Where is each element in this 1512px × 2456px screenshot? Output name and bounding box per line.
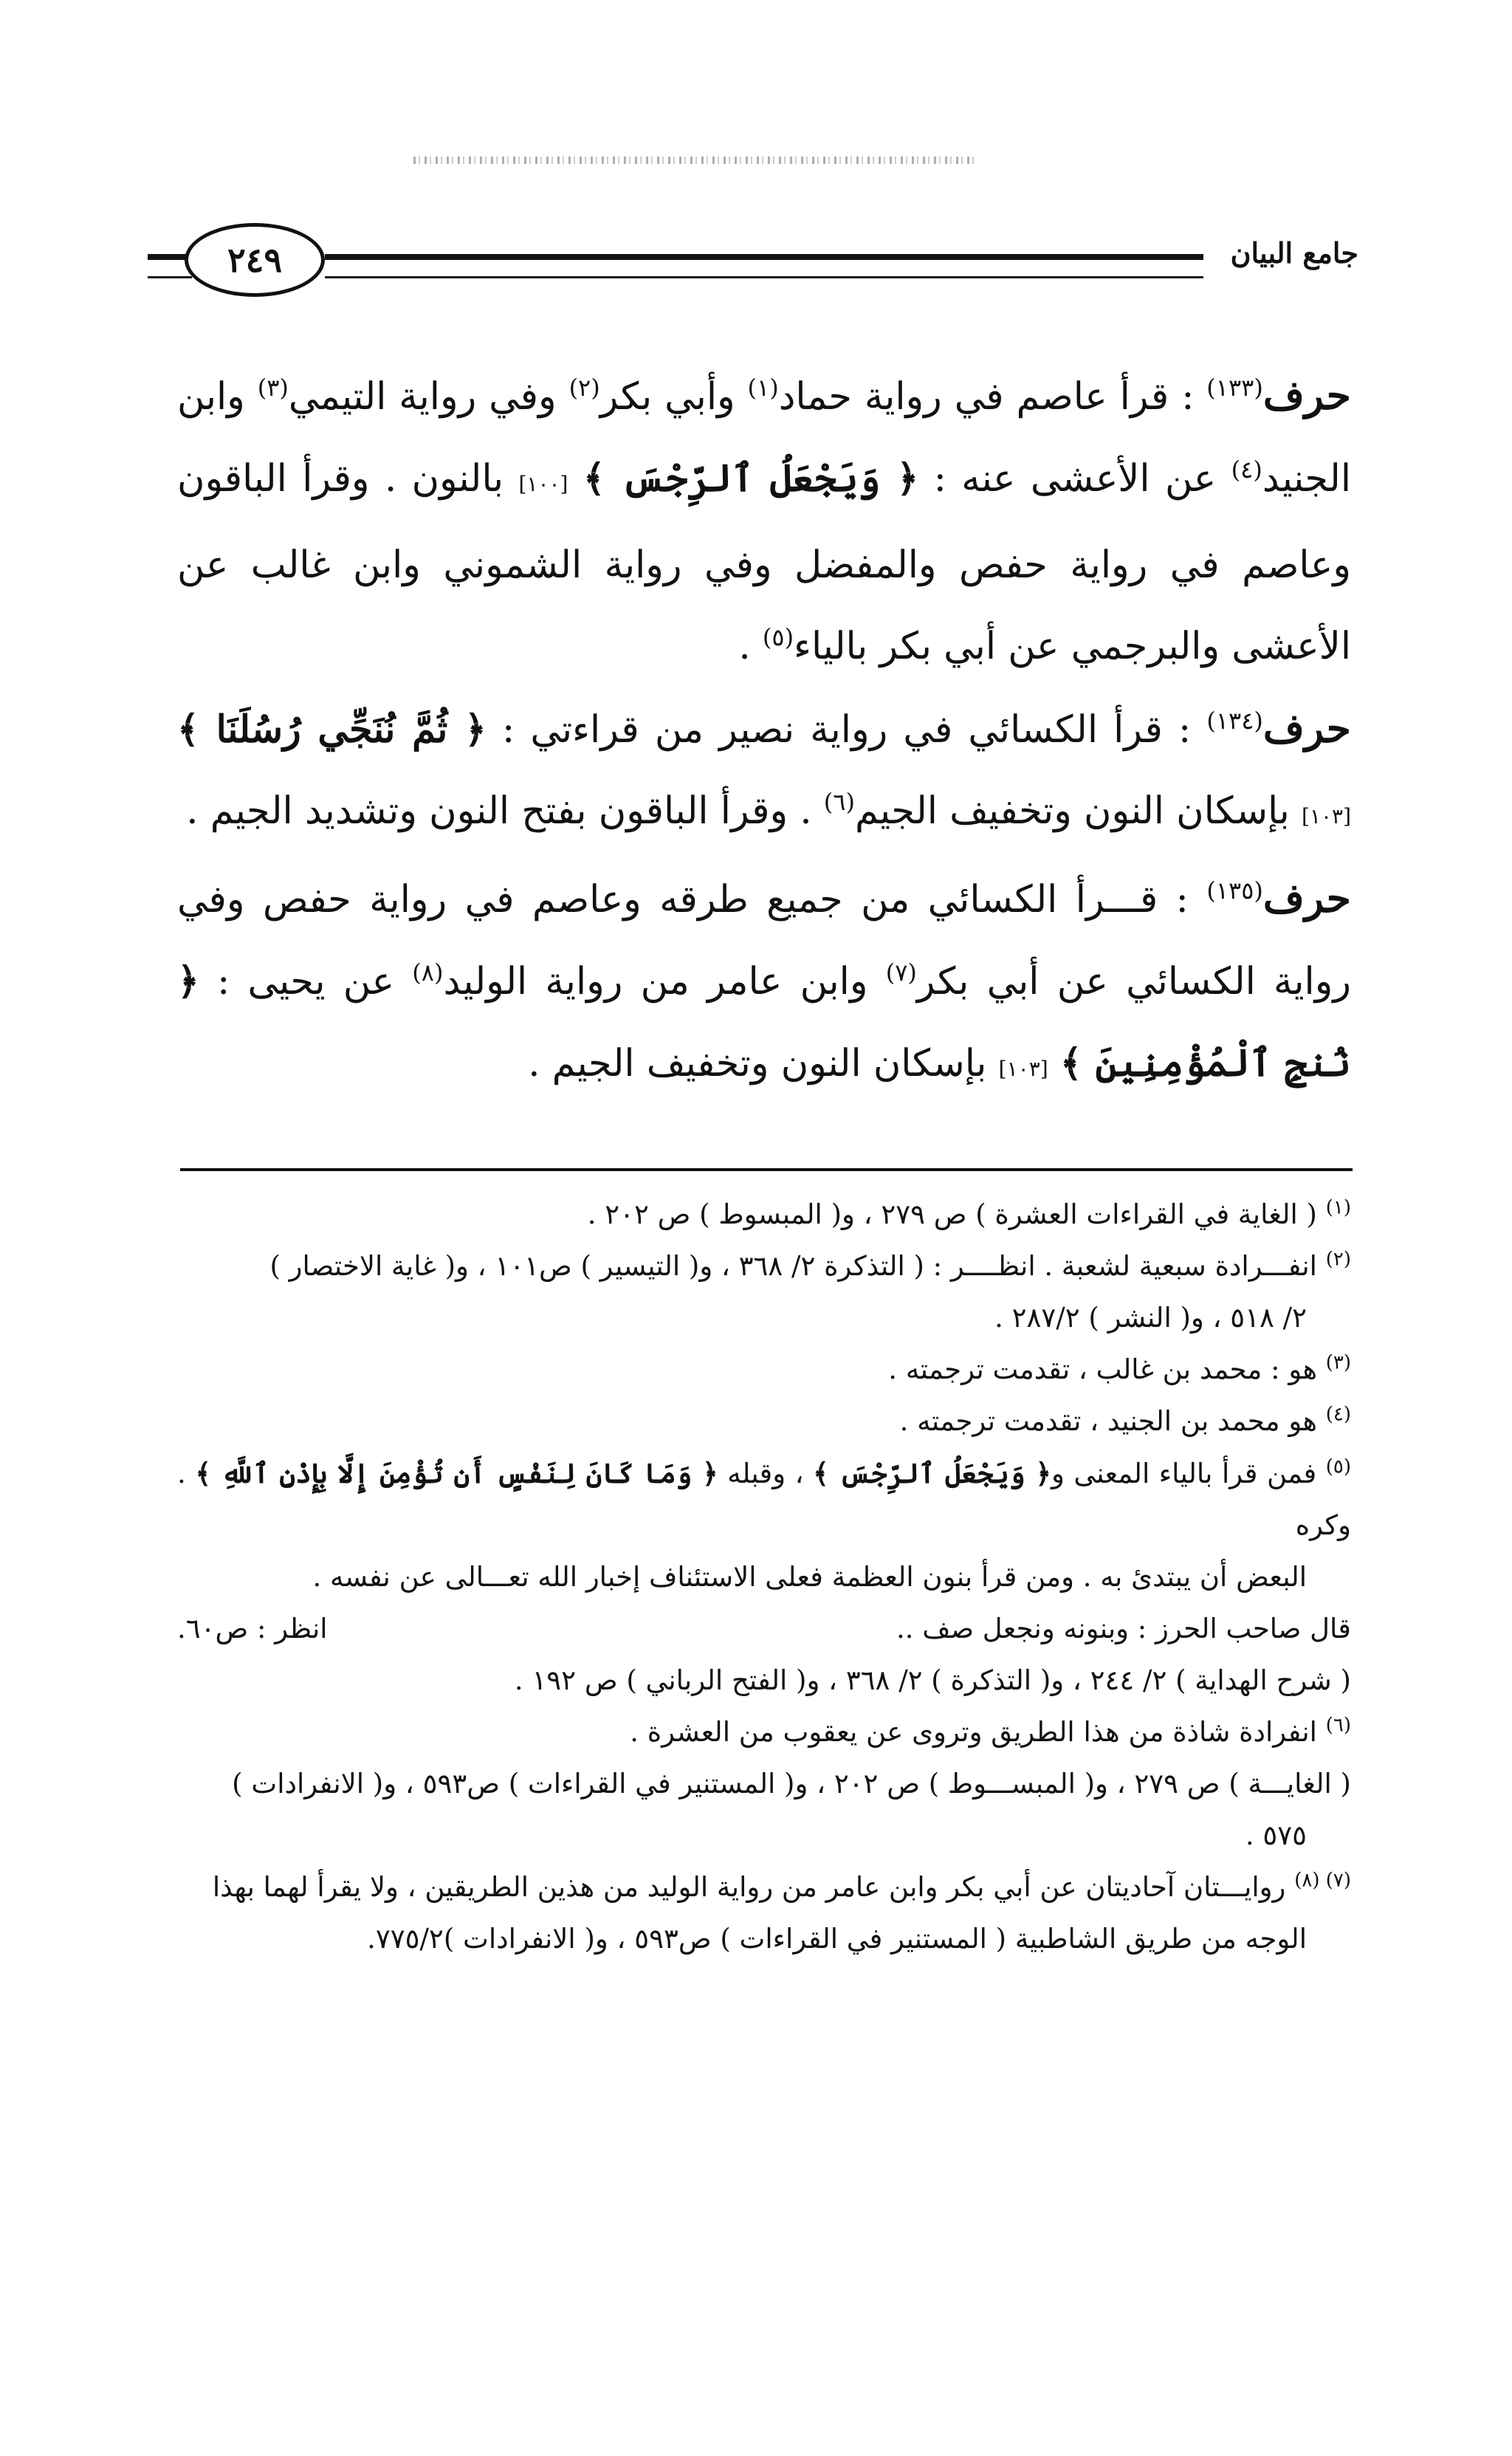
quran-quote: ﴿ ثُمَّ نُنَجِّي رُسُلَنَا ﴾ bbox=[177, 707, 487, 752]
footnote-text: انفرادة شاذة من هذا الطريق وتروى عن يعقوب من العشرة . bbox=[630, 1716, 1317, 1748]
text: وأبي بكر bbox=[599, 375, 735, 419]
footnote-ref: (٧) bbox=[885, 958, 917, 987]
page-number-oval bbox=[185, 223, 325, 297]
text: وابن عامر من رواية الوليد bbox=[443, 960, 868, 1004]
footnote-7-8 bbox=[177, 1862, 1351, 1913]
footnote-text: ، وقبله bbox=[727, 1458, 804, 1489]
scan-noise-line bbox=[413, 157, 975, 164]
footnote-number: (١) bbox=[1325, 1196, 1351, 1219]
harf-number: (١٣٣) bbox=[1206, 374, 1263, 402]
text: : قرأ عاصم في رواية حماد bbox=[778, 375, 1195, 419]
harf-number: (١٣٥) bbox=[1206, 877, 1263, 905]
text: بالنون . وقرأ الباقون وعاصم في رواية حفص والمفضل وفي رواية الشموني وابن غالب عن الأعشى والبرجمي عن أبي بكر بالياء bbox=[177, 457, 1351, 668]
ayah-ref: [١٠٠] bbox=[518, 472, 568, 496]
footnote-text: هو محمد بن الجنيد ، تقدمت ترجمته . bbox=[899, 1405, 1317, 1437]
footnote-ref: (١) bbox=[747, 374, 779, 402]
footnote-2-cont bbox=[177, 1292, 1351, 1344]
footnote-4 bbox=[177, 1396, 1351, 1447]
footnote-number: (٦) bbox=[1325, 1714, 1351, 1737]
footnote-text: الوجه من طريق الشاطبية ( المستنير في القراءات ) ص٥٩٣ ، و( الانفرادات )٧٧٥/٢. bbox=[367, 1923, 1307, 1955]
footnote-text: روايـــتان آحاديتان عن أبي بكر وابن عامر من رواية الوليد من هذين الطريقين ، ولا يقرأ لهما بهذا bbox=[212, 1871, 1286, 1903]
text: وابن الجنيد bbox=[177, 375, 1351, 501]
text: . وقرأ الباقون بفتح النون وتشديد الجيم . bbox=[186, 789, 812, 833]
footnote-6 bbox=[177, 1706, 1351, 1758]
footnote-ref: (٦) bbox=[823, 788, 855, 816]
footnote-6-sources bbox=[177, 1758, 1351, 1810]
footnote-text: ٥٧٥ . bbox=[1245, 1819, 1307, 1851]
harf-number: (١٣٤) bbox=[1206, 707, 1263, 735]
harf-label: حرف bbox=[1262, 874, 1352, 922]
footnote-text: انفـــرادة سبعية لشعبة . انظــــر : ( التذكرة ٢/ ٣٦٨ ، و( التيسير ) ص١٠١ ، و( غاية الاختصار ) bbox=[269, 1250, 1317, 1282]
paragraph-harf-134 bbox=[177, 687, 1351, 857]
footnote-text: ( شرح الهداية ) ٢/ ٢٤٤ ، و( التذكرة ) ٢/ ٣٦٨ ، و( الفتح الرباني ) ص ١٩٢ . bbox=[514, 1664, 1351, 1696]
footnote-separator bbox=[180, 1168, 1353, 1171]
ayah-ref: [١٠٣] bbox=[1302, 804, 1351, 829]
footnote-text: ٢/ ٥١٨ ، و( النشر ) ٢٨٧/٢ . bbox=[994, 1302, 1307, 1334]
footnote-text: . وكره bbox=[177, 1458, 1351, 1541]
footnote-2 bbox=[177, 1241, 1351, 1292]
footnote-number: (٣) bbox=[1325, 1351, 1351, 1374]
footnote-1 bbox=[177, 1189, 1351, 1241]
footnote-number: (٢) bbox=[1325, 1248, 1351, 1271]
footnote-ref: (٣) bbox=[257, 374, 289, 402]
text: . bbox=[738, 625, 751, 668]
footnote-text: ( الغاية في القراءات العشرة ) ص ٢٧٩ ، و( المبسوط ) ص ٢٠٢ . bbox=[587, 1198, 1317, 1230]
paragraph-harf-133 bbox=[177, 354, 1351, 687]
footnote-number: (٧) (٨) bbox=[1294, 1869, 1351, 1892]
quran-quote: ﴿ وَيَجْعَلُ ٱلرِّجْسَ ﴾ bbox=[813, 1457, 1052, 1489]
book-title: جامع البيان bbox=[1230, 236, 1358, 270]
footnote-5 bbox=[177, 1447, 1351, 1551]
footnote-text: ( الغايـــة ) ص ٢٧٩ ، و( المبســـوط ) ص ٢٠٢ ، و( المستنير في القراءات ) ص٥٩٣ ، و( الانفرادات ) bbox=[232, 1768, 1351, 1800]
ayah-ref: [١٠٣] bbox=[998, 1057, 1048, 1081]
footnotes bbox=[177, 1189, 1351, 1965]
main-text bbox=[177, 354, 1351, 1110]
quran-quote: ﴿ وَيَجْعَلُ ٱلرِّجْسَ ﴾ bbox=[583, 456, 919, 501]
footnote-text: قال صاحب الحرز : وبنونه ونجعل صف .. bbox=[896, 1613, 1351, 1644]
text: عن يحيى : bbox=[217, 960, 395, 1004]
text: بإسكان النون وتخفيف الجيم . bbox=[528, 1042, 987, 1085]
footnote-number: (٥) bbox=[1325, 1455, 1352, 1478]
text: وفي رواية التيمي bbox=[288, 375, 557, 419]
footnote-text: انظر : ص٦٠. bbox=[177, 1613, 328, 1644]
harf-label: حرف bbox=[1262, 371, 1351, 419]
footnote-ref: (٢) bbox=[568, 374, 600, 402]
footnote-ref: (٤) bbox=[1231, 456, 1262, 484]
footnote-7-8-cont bbox=[177, 1913, 1351, 1965]
page-header bbox=[148, 222, 1358, 303]
footnote-5-verse-line bbox=[177, 1603, 1351, 1655]
footnote-text: البعض أن يبتدئ به . ومن قرأ بنون العظمة فعلى الاستئناف إخبار الله تعـــالى عن نفسه . bbox=[312, 1561, 1307, 1593]
page-number: ٢٤٩ bbox=[227, 240, 283, 280]
header-rule bbox=[325, 254, 1203, 278]
text: : قرأ الكسائي في رواية نصير من قراءتي : bbox=[502, 708, 1192, 752]
footnote-5-cont bbox=[177, 1551, 1351, 1603]
quran-quote: ﴿ نُنجِ ٱلْمُؤْمِنِينَ ﴾ bbox=[177, 959, 1351, 1085]
text: : قـــرأ الكسائي من جميع طرقه وعاصم في رواية حفص وفي رواية الكسائي عن أبي بكر bbox=[177, 878, 1351, 1004]
footnote-ref: (٥) bbox=[762, 623, 794, 651]
footnote-ref: (٨) bbox=[412, 958, 444, 987]
footnote-3 bbox=[177, 1344, 1351, 1396]
footnote-number: (٤) bbox=[1325, 1403, 1351, 1426]
footnote-text: فمن قرأ بالياء المعنى و bbox=[1051, 1458, 1317, 1489]
harf-label: حرف bbox=[1262, 704, 1352, 752]
text: بإسكان النون وتخفيف الجيم bbox=[854, 789, 1290, 833]
text: عن الأعشى عنه : bbox=[933, 457, 1217, 501]
footnote-text: هو : محمد بن غالب ، تقدمت ترجمته . bbox=[888, 1354, 1317, 1385]
footnote-6-cont bbox=[177, 1810, 1351, 1862]
paragraph-harf-135 bbox=[177, 857, 1351, 1110]
footnote-5-sources bbox=[177, 1655, 1351, 1706]
quran-quote: ﴿ وَمَا كَانَ لِنَفْسٍ أَن تُؤْمِنَ إِلَّا بِإِذْنِ ٱللَّهِ ﴾ bbox=[195, 1457, 718, 1489]
